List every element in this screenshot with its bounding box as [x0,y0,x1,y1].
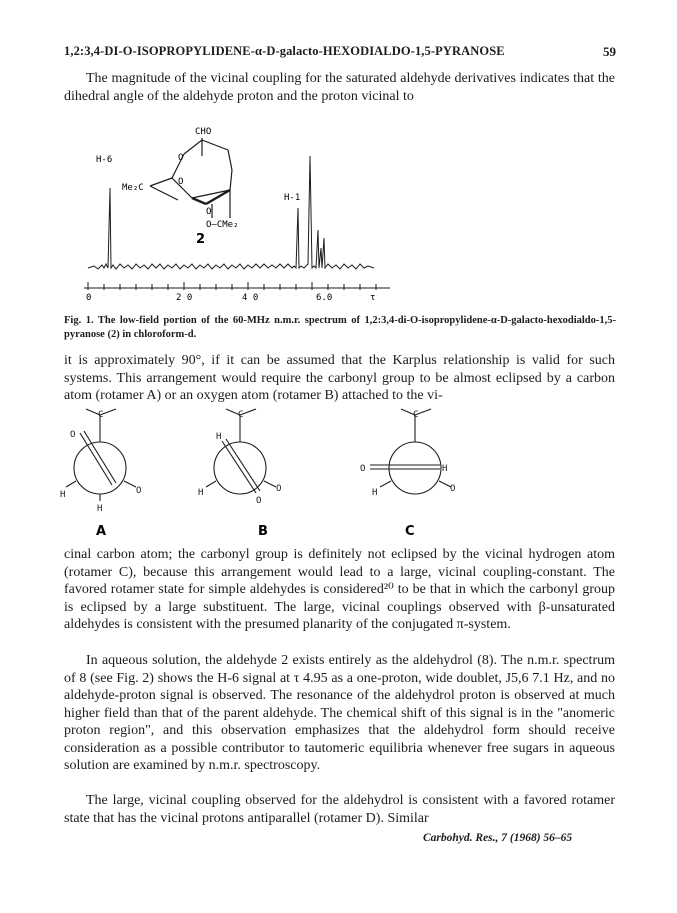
paragraph-text: it is approximately 90°, if it can be assumed that the Karplus relationship is valid for such systems. This arrangement would require the carbonyl group to be almost eclipsed by a carbon atom (rotamer A) or an oxygen atom (rotamer B) attached to the vi- [64,353,615,403]
paragraph-text: The magnitude of the vicinal coupling for the saturated aldehyde derivatives indicates that the dihedral angle of the aldehyde proton and the proton vicinal to [64,71,615,104]
paragraph-4 [64,652,615,775]
rotamer-label-c: C [405,524,415,539]
cho-label: CHO [195,127,212,137]
ring-oxygen-3: O [206,207,212,217]
tick-label-6: 6.0 [316,293,333,303]
compound-number: 2 [196,232,206,247]
rotamer-b-o-bottom: O [256,496,262,506]
x-axis [84,282,390,290]
rotamer-c-h-bottom: H [372,488,378,498]
rotamer-b-h-top: H [216,432,222,442]
figure-caption: Fig. 1. The low-field portion of the 60-MHz n.m.r. spectrum of 1,2:3,4-di-O-isopropylidene-α-D-galacto-hexodialdo-1,5-pyranose (2) in chloroform-d. [64,315,616,340]
rotamer-label-b: B [258,524,268,539]
paragraph-2 [64,352,615,405]
paragraph-text: In aqueous solution, the aldehyde 2 exists entirely as the aldehydrol (8). The n.m.r. spectrum of 8 (see Fig. 2) shows the H-6 signal at τ 4.95 as a one-proton, wide doublet, J5,6 7.1 Hz, and no aldehyde-proton signal is observed. The resonance of the aldehydrol proton is observed at much higher field than that of the parent aldehyde. The chemical shift of this signal is in the "anomeric proton region", and this observation emphasizes that the aldehydrol form should receive consideration as a possible contributor to tautomeric equilibria whenever free sugars in aqueous solution are examined by n.m.r. spectroscopy. [64,653,615,773]
rotamer-c-o-left: O [360,464,366,474]
paragraph-3 [64,546,615,634]
h1-label: H-1 [284,193,301,203]
rotamer-c-o-right: O [450,484,456,494]
rotamer-b-o-right: O [276,484,282,494]
rotamer-b-c: C [238,410,244,420]
ocme2-label: O—CMe₂ [206,220,239,230]
paragraph-text: cinal carbon atom; the carbonyl group is definitely not eclipsed by the vicinal hydrogen atom (rotamer C), because this arrangement would lead to a large, vicinal coupling-constant. The favored rotamer state for simple aldehydes is considered²⁰ to be that in which the carbonyl group is eclipsed by a large substituent. The large, vicinal couplings observed with β-unsaturated aldehydes is consistent with the presumed planarity of the conjugated π-system. [64,547,615,632]
rotamer-a-c: C [98,410,104,420]
h6-label: H-6 [96,155,113,165]
rotamer-c-c: C [413,410,419,420]
pyranose-structure [150,138,232,218]
rotamer-a-o-top: O [70,430,76,440]
paragraph-5 [64,792,615,827]
ring-oxygen-1: O [178,177,184,187]
paragraph-text: The large, vicinal coupling observed for the aldehydrol is consistent with a favored rotamer state that has the vicinal protons antiparallel (rotamer D). Similar [64,793,615,826]
rotamer-a-h-bottom: H [97,504,103,514]
rotamer-b-h-left: H [198,488,204,498]
nmr-spectrum-figure [80,118,400,308]
rotamer-diagrams [60,405,480,545]
running-title: 1,2:3,4-DI-O-ISOPROPYLIDENE-α-D-galacto-HEXODIALDO-1,5-PYRANOSE [64,44,505,58]
rotamer-c-h-right: H [442,464,448,474]
tau-label: τ [370,293,376,303]
rotamer-label-a: A [96,524,107,539]
me2c-label: Me₂C [122,183,144,193]
tick-label-2: 2 0 [176,293,193,303]
ring-oxygen-2: O [178,153,184,163]
tick-label-4: 4 0 [242,293,259,303]
tick-label-0: 0 [86,293,92,303]
paragraph-1 [64,70,615,105]
journal-footer: Carbohyd. Res., 7 (1968) 56–65 [423,832,573,844]
page-number: 59 [603,44,616,59]
spectrum-trace [88,156,374,269]
rotamer-a-h-left: H [60,490,66,500]
rotamer-a-o-right: O [136,486,142,496]
